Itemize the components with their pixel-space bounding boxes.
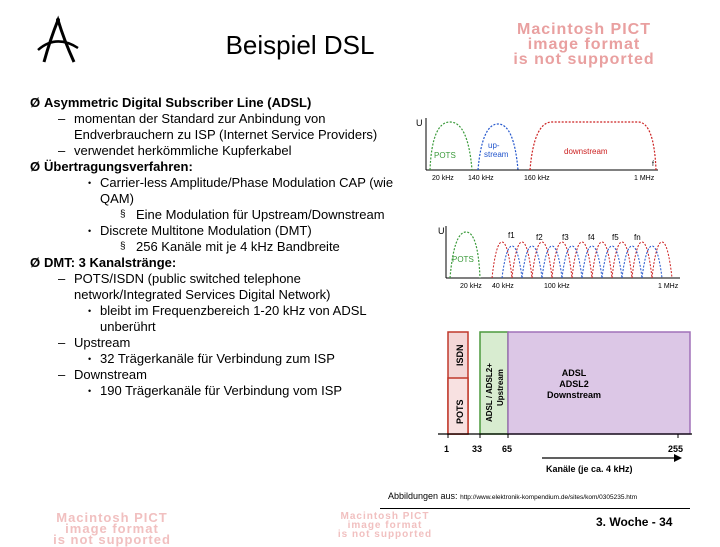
- band-downstream-label-3: Downstream: [546, 390, 602, 400]
- bullet-level-1: [30, 159, 410, 175]
- dmt-tick-3: 100 kHz: [544, 283, 570, 290]
- band-pots-label: POTS: [455, 399, 465, 424]
- bullet-level-4: [30, 239, 410, 255]
- bullet-text: 32 Trägerkanäle für Verbindung zum ISP: [100, 351, 335, 366]
- dmt-carrier-f4: f4: [588, 233, 595, 242]
- bullet-text: POTS/ISDN (public switched telephone network/Integrated Services Digital Network): [74, 271, 331, 302]
- bullet-marker: –: [58, 111, 66, 126]
- band-downstream-label-1: ADSL: [561, 368, 587, 378]
- bullet-level-1: [30, 95, 410, 111]
- bullet-marker: –: [58, 271, 66, 286]
- bullet-text: Downstream: [74, 367, 147, 382]
- cap-tick-1: 20 kHz: [432, 175, 454, 182]
- dmt-carrier-hump: [622, 246, 642, 278]
- bullet-marker: •: [88, 226, 92, 236]
- dmt-tick-1: 20 kHz: [460, 283, 482, 290]
- dmt-carrier-hump: [502, 246, 522, 278]
- cap-pots-label: POTS: [434, 151, 456, 160]
- bullet-level-1: [30, 255, 410, 271]
- dmt-carrier-hump: [532, 242, 552, 278]
- bullet-marker: Ø: [30, 95, 41, 110]
- dmt-carrier-hump: [612, 242, 632, 278]
- cap-y-label: U: [416, 118, 423, 128]
- cap-tick-2: 140 kHz: [468, 175, 494, 182]
- cap-tick-3: 160 kHz: [524, 175, 550, 182]
- bullet-text: 190 Trägerkanäle für Verbindung vom ISP: [100, 383, 343, 398]
- bullet-level-4: [30, 207, 410, 223]
- dmt-carrier-hump: [592, 242, 612, 278]
- dmt-carrier-f5: f5: [612, 233, 619, 242]
- channel-axis-label: Kanäle (je ca. 4 kHz): [546, 464, 633, 474]
- bullet-level-3: [30, 351, 410, 367]
- bullet-text: Übertragungsverfahren:: [44, 159, 193, 174]
- dmt-spectrum-figure: [432, 222, 684, 294]
- footer-divider: [380, 508, 690, 509]
- dmt-carrier-hump: [552, 242, 572, 278]
- bullet-marker: Ø: [30, 159, 41, 174]
- tick-label-65: 65: [502, 444, 513, 454]
- band-upstream-label-1: ADSL / ADSL2+: [485, 363, 494, 422]
- bullet-level-2: [30, 335, 410, 351]
- caption-url[interactable]: http://www.elektronik-kompendium.de/sites/kom/0305235.htm: [460, 494, 638, 501]
- bullet-marker: –: [58, 143, 66, 158]
- cap-upstream-label-1: up-: [488, 141, 500, 150]
- bullet-level-3: [30, 383, 410, 399]
- dmt-channel-bands-figure: [434, 326, 696, 478]
- band-upstream-label-2: Upstream: [496, 369, 505, 406]
- dmt-carrier-hump: [562, 246, 582, 278]
- dmt-carrier-hump: [632, 242, 652, 278]
- caption-prefix: Abbildungen aus:: [388, 491, 458, 501]
- dmt-y-label: U: [438, 226, 445, 236]
- bullet-marker: –: [58, 335, 66, 350]
- dmt-carrier-hump: [512, 242, 532, 278]
- dmt-carrier-hump: [642, 246, 662, 278]
- bullet-level-3: [30, 223, 410, 239]
- bullet-level-2: [30, 271, 410, 303]
- cap-upstream-label-2: stream: [484, 150, 509, 159]
- tick-label-33: 33: [472, 444, 483, 454]
- bullet-marker: §: [120, 209, 126, 220]
- bullet-marker: •: [88, 306, 92, 316]
- dmt-carrier-hump: [542, 246, 562, 278]
- bullet-list: [30, 95, 410, 399]
- tick-label-255: 255: [668, 444, 684, 454]
- band-isdn-label: ISDN: [455, 344, 465, 366]
- pict-placeholder-bottom-center: Macintosh PICT image format is not supported: [337, 511, 433, 540]
- bullet-text: Upstream: [74, 335, 131, 350]
- bullet-text: 256 Kanäle mit je 4 kHz Bandbreite: [136, 239, 340, 254]
- bullet-marker: §: [120, 241, 126, 252]
- dmt-carrier-hump: [492, 242, 512, 278]
- pict-placeholder-top: Macintosh PICT image format is not supported: [513, 21, 655, 68]
- dmt-carrier-f1: f1: [508, 231, 515, 240]
- dmt-tick-2: 40 kHz: [492, 283, 514, 290]
- bullet-text: DMT: 3 Kanalstränge:: [44, 255, 177, 270]
- bullet-text: Eine Modulation für Upstream/Downstream: [136, 207, 385, 222]
- band-downstream-label-2: ADSL2: [559, 379, 589, 389]
- footer-page-number: 3. Woche - 34: [596, 515, 673, 529]
- dmt-carrier-hump: [522, 246, 542, 278]
- dmt-carrier-fn: fn: [634, 233, 641, 242]
- cap-downstream-label: downstream: [564, 147, 608, 156]
- bullet-text: Carrier-less Amplitude/Phase Modulation CAP (wie QAM): [100, 175, 394, 206]
- bullet-marker: Ø: [30, 255, 41, 270]
- cap-tick-4: 1 MHz: [634, 175, 655, 182]
- dmt-pots-label: POTS: [452, 255, 474, 264]
- bullet-level-2: [30, 143, 410, 159]
- bullet-marker: •: [88, 354, 92, 364]
- bullet-text: momentan der Standard zur Anbindung von Endverbrauchern zu ISP (Internet Service Providers): [74, 111, 378, 142]
- cap-f-label: f: [652, 161, 654, 168]
- bullet-marker: •: [88, 386, 92, 396]
- bullet-text: Asymmetric Digital Subscriber Line (ADSL): [44, 95, 312, 110]
- band-downstream: [508, 332, 690, 434]
- dmt-carrier-hump: [652, 242, 672, 278]
- bullet-marker: –: [58, 367, 66, 382]
- bullet-text: bleibt im Frequenzbereich 1-20 kHz von ADSL unberührt: [100, 303, 367, 334]
- dmt-carrier-f3: f3: [562, 233, 569, 242]
- dmt-carrier-hump: [582, 246, 602, 278]
- dmt-carrier-hump: [572, 242, 592, 278]
- bullet-level-2: [30, 111, 410, 143]
- slide-title: Beispiel DSL: [225, 30, 375, 60]
- dmt-carrier-hump: [602, 246, 622, 278]
- dmt-carrier-f2: f2: [536, 233, 543, 242]
- bullet-text: verwendet herkömmliche Kupferkabel: [74, 143, 292, 158]
- bullet-level-3: [30, 175, 410, 207]
- bullet-level-2: [30, 367, 410, 383]
- bullet-level-3: [30, 303, 410, 335]
- bullet-marker: •: [88, 178, 92, 188]
- tick-label-1: 1: [444, 444, 450, 454]
- pict-placeholder-bottom-left: Macintosh PICT image format is not supported: [53, 510, 171, 547]
- bullet-text: Discrete Multitone Modulation (DMT): [100, 223, 312, 238]
- figure-caption: [388, 491, 637, 501]
- cap-spectrum-figure: [412, 112, 662, 184]
- dmt-tick-4: 1 MHz: [658, 283, 679, 290]
